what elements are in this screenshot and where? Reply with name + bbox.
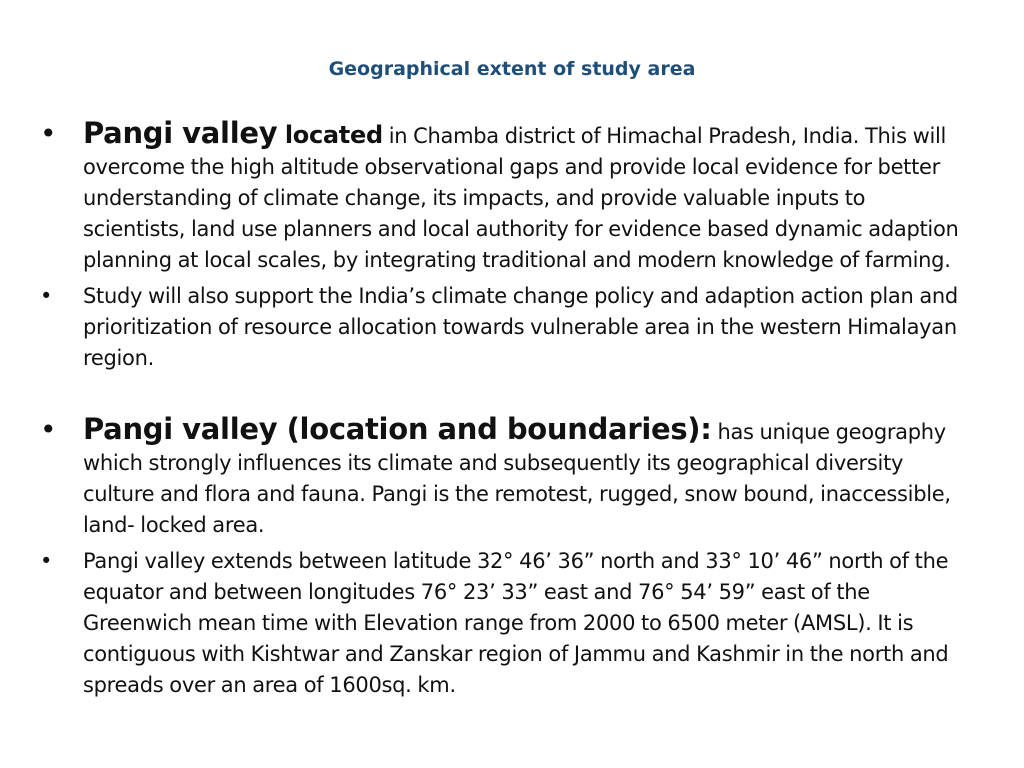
bullet-text: Pangi valley extends between latitude 32° 46’ 36” north and 33° 10’ 46” north of the equator and between longitudes 76° 23’ 33” east and 76° 54’ 59” east of the Greenwich mean time with Elevation range from 2000 to 6500 meter (AMSL). It is contiguous with Kishtwar and Zanskar region of Jammu and Kashmir in the north and spreads over an area of 1600sq. km. [83,549,949,697]
bullet-item [40,546,970,701]
bullet-lead: Pangi valley [83,116,278,150]
bullet-marker: • [40,284,53,308]
bullet-marker: • [40,117,57,150]
bullet-item [40,118,970,276]
bullet-text: in Chamba district of Himachal Pradesh, India. This will overcome the high altitude observational gaps and provide local evidence for better understanding of climate change, its impacts, and provide valuable inputs to scientists, land use planners and local authority for evidence based dynamic adaption planning at local scales, by integrating traditional and modern knowledge of farming. [83,124,959,272]
bullet-lead-secondary: located [277,121,383,149]
bullet-marker: • [40,413,57,446]
bullet-marker: • [40,549,53,573]
bullet-text: Study will also support the India’s climate change policy and adaption action plan and prioritization of resource allocation towards vulnerable area in the western Himalayan region. [83,284,958,370]
slide-title: Geographical extent of study area [328,58,696,80]
bullet-text: has unique geography which strongly influences its climate and subsequently its geographical diversity culture and flora and fauna. Pangi is the remotest, rugged, snow bound, inaccessible, land- locked area. [83,420,951,537]
bullet-item [40,281,970,374]
bullet-lead: Pangi valley (location and boundaries): [83,412,712,446]
bullet-list [40,118,970,701]
bullet-item [40,414,970,541]
